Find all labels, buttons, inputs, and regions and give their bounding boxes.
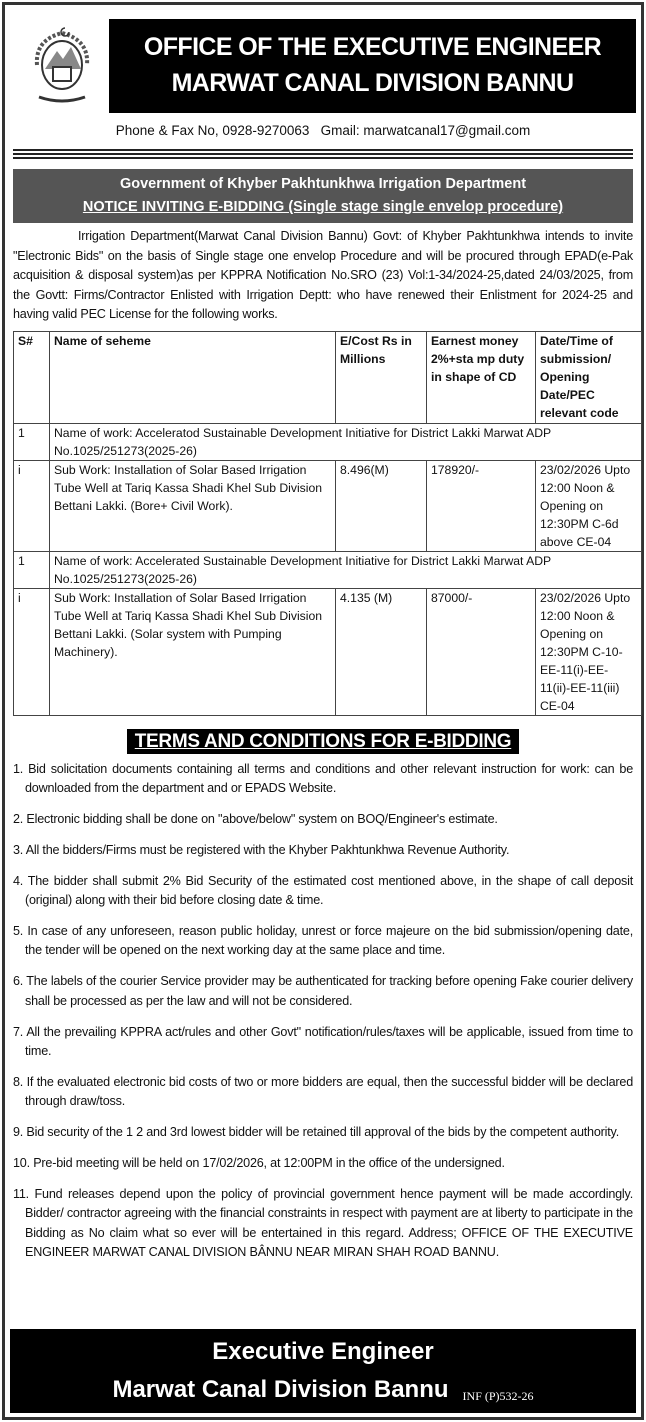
cell-sn: i bbox=[14, 588, 50, 715]
contact-line: Phone & Fax No, 0928-9270063 Gmail: marwatcanal17@gmail.com bbox=[115, 123, 531, 138]
cell-work: Name of work: Accelerated Sustainable Development Initiative for District Lakki Marwat ADP No.1025/251273(2025-26) bbox=[50, 551, 642, 588]
office-title-line2: MARWAT CANAL DIVISION BANNU bbox=[171, 69, 574, 97]
intro-paragraph: Irrigation Department(Marwat Canal Division Bannu) Govt: of Khyber Pakhtunkhwa intends to invite "Electronic Bids" on the basis of Single stage one envelop Procedure and will be procured through EPAD(e-Pak acquisition & disposal system)as per KPPRA Notification No.SRO (23) Vol:1-34/2024-25,dated 24/03/2025, from the Govtt: Firms/Contractor Enlisted with Irrigation Deptt: who have renewed their Enlistment for 2024-25 and having valid PEC License for the following works. bbox=[13, 229, 633, 321]
table-header-row bbox=[14, 331, 642, 423]
cell-earnest: 178920/- bbox=[427, 460, 536, 551]
page-border bbox=[2, 2, 644, 1420]
signatory-row bbox=[16, 1371, 630, 1409]
term-item: 7. All the prevailing KPPRA act/rules and other Govt" notification/rules/taxes will be applicable, issued from time to time. bbox=[13, 1024, 633, 1058]
spacer bbox=[10, 1274, 636, 1284]
col-header: Earnest money 2%+sta mp duty in shape of CD bbox=[427, 331, 536, 423]
divider-rule bbox=[13, 149, 633, 151]
works-table bbox=[13, 331, 642, 716]
cell-sn: 1 bbox=[14, 551, 50, 588]
term-item: 2. Electronic bidding shall be done on "above/below" system on BOQ/Engineer's estimate. bbox=[13, 811, 498, 826]
terms-title: TERMS AND CONDITIONS FOR E-BIDDING bbox=[127, 729, 519, 754]
cell-sn: i bbox=[14, 460, 50, 551]
table-row-subwork bbox=[14, 460, 642, 551]
term-item: 5. In case of any unforeseen, reason public holiday, unrest or force majeure on the bid submission/opening date, the tender will be opened on the next working day at the same place and time. bbox=[13, 923, 633, 958]
divider bbox=[13, 149, 633, 161]
cell-date: 23/02/2026 Upto 12:00 Noon & Opening on 12:30PM C-10-EE-11(i)-EE-11(ii)-EE-11(iii) CE-04 bbox=[536, 588, 642, 715]
cell-sn: 1 bbox=[14, 423, 50, 460]
signature-box bbox=[10, 1329, 636, 1413]
term-item: 11. Fund releases depend upon the policy of provincial government hence payment will be made accordingly. Bidder/ contractor agreeing with the financial constraints in respect with payment are at liberty to participate in the Bidding as No claim what so ever will be entertained in this regard. Address; OFFICE OF THE EXECUTIVE ENGINEER MARWAT CANAL DIVISION BÂNNU NEAR MIRAN SHAH ROAD BANNU. bbox=[13, 1187, 633, 1260]
cell-work: Name of work: Acceleratod Sustainable Development Initiative for District Lakki Marwat ADP No.1025/251273(2025-26) bbox=[50, 423, 642, 460]
col-header: S# bbox=[14, 331, 50, 423]
table-row-work bbox=[14, 423, 642, 460]
divider-rule bbox=[13, 153, 633, 155]
terms-list bbox=[13, 760, 633, 1275]
cell-date: 23/02/2026 Upto 12:00 Noon & Opening on 12:30PM C-6d above CE-04 bbox=[536, 460, 642, 551]
term-item: 3. All the bidders/Firms must be registered with the Khyber Pakhtunkhwa Revenue Authority. bbox=[13, 842, 510, 857]
ad-reference-number: INF (P)532-26 bbox=[462, 1389, 534, 1403]
term-item: 4. The bidder shall submit 2% Bid Security of the estimated cost mentioned above, in the shape of call deposit (original) along with their bid before closing date & time. bbox=[13, 873, 633, 908]
signatory-title: Executive Engineer bbox=[212, 1338, 434, 1365]
col-header: E/Cost Rs in Millions bbox=[336, 331, 427, 423]
notice-banner bbox=[13, 169, 633, 223]
cell-cost: 4.135 (M) bbox=[336, 588, 427, 715]
divider-rule bbox=[13, 157, 633, 159]
notice-title: NOTICE INVITING E-BIDDING (Single stage single envelop procedure) bbox=[82, 199, 564, 215]
cell-name: Sub Work: Installation of Solar Based Irrigation Tube Well at Tariq Kassa Shadi Khel Sub Division Bettani Lakki. (Bore+ Civil Work). bbox=[50, 460, 336, 551]
signatory-office: Marwat Canal Division Bannu bbox=[112, 1376, 449, 1403]
term-item: 9. Bid security of the 1 2 and 3rd lowest bidder will be retained till approval of the bids by the competent authority. bbox=[13, 1125, 620, 1140]
term-item: 8. If the evaluated electronic bid costs of two or more bidders are equal, then the successful bidder will be declared through draw/toss. bbox=[13, 1074, 633, 1109]
department-name: Government of Khyber Pakhtunkhwa Irrigation Department bbox=[119, 176, 527, 192]
term-item: 1. Bid solicitation documents containing all terms and conditions and other relevant instruction for work: can be downloaded from the department and or EPADS Website. bbox=[13, 761, 633, 795]
office-title-box bbox=[109, 19, 636, 113]
kp-government-emblem-icon bbox=[27, 25, 97, 107]
office-title-line1: OFFICE OF THE EXECUTIVE ENGINEER bbox=[143, 33, 602, 61]
cell-cost: 8.496(M) bbox=[336, 460, 427, 551]
cell-earnest: 87000/- bbox=[427, 588, 536, 715]
term-item: 10. Pre-bid meeting will be held on 17/02/2026, at 12:00PM in the office of the undersigned. bbox=[13, 1156, 505, 1171]
col-header: Name of seheme bbox=[50, 331, 336, 423]
cell-name: Sub Work: Installation of Solar Based Irrigation Tube Well at Tariq Kassa Shadi Khel Sub Division Bettani Lakki. (Solar system with Pumping Machinery). bbox=[50, 588, 336, 715]
term-item: 6. The labels of the courier Service provider may be authenticated for tracking before opening Fake courier delivery shall be processed as per the law and will not be considered. bbox=[13, 974, 633, 1008]
header bbox=[10, 19, 636, 113]
col-header: Date/Time of submission/ Opening Date/PEC relevant code bbox=[536, 331, 642, 423]
table-row-work bbox=[14, 551, 642, 588]
table-row-subwork bbox=[14, 588, 642, 715]
